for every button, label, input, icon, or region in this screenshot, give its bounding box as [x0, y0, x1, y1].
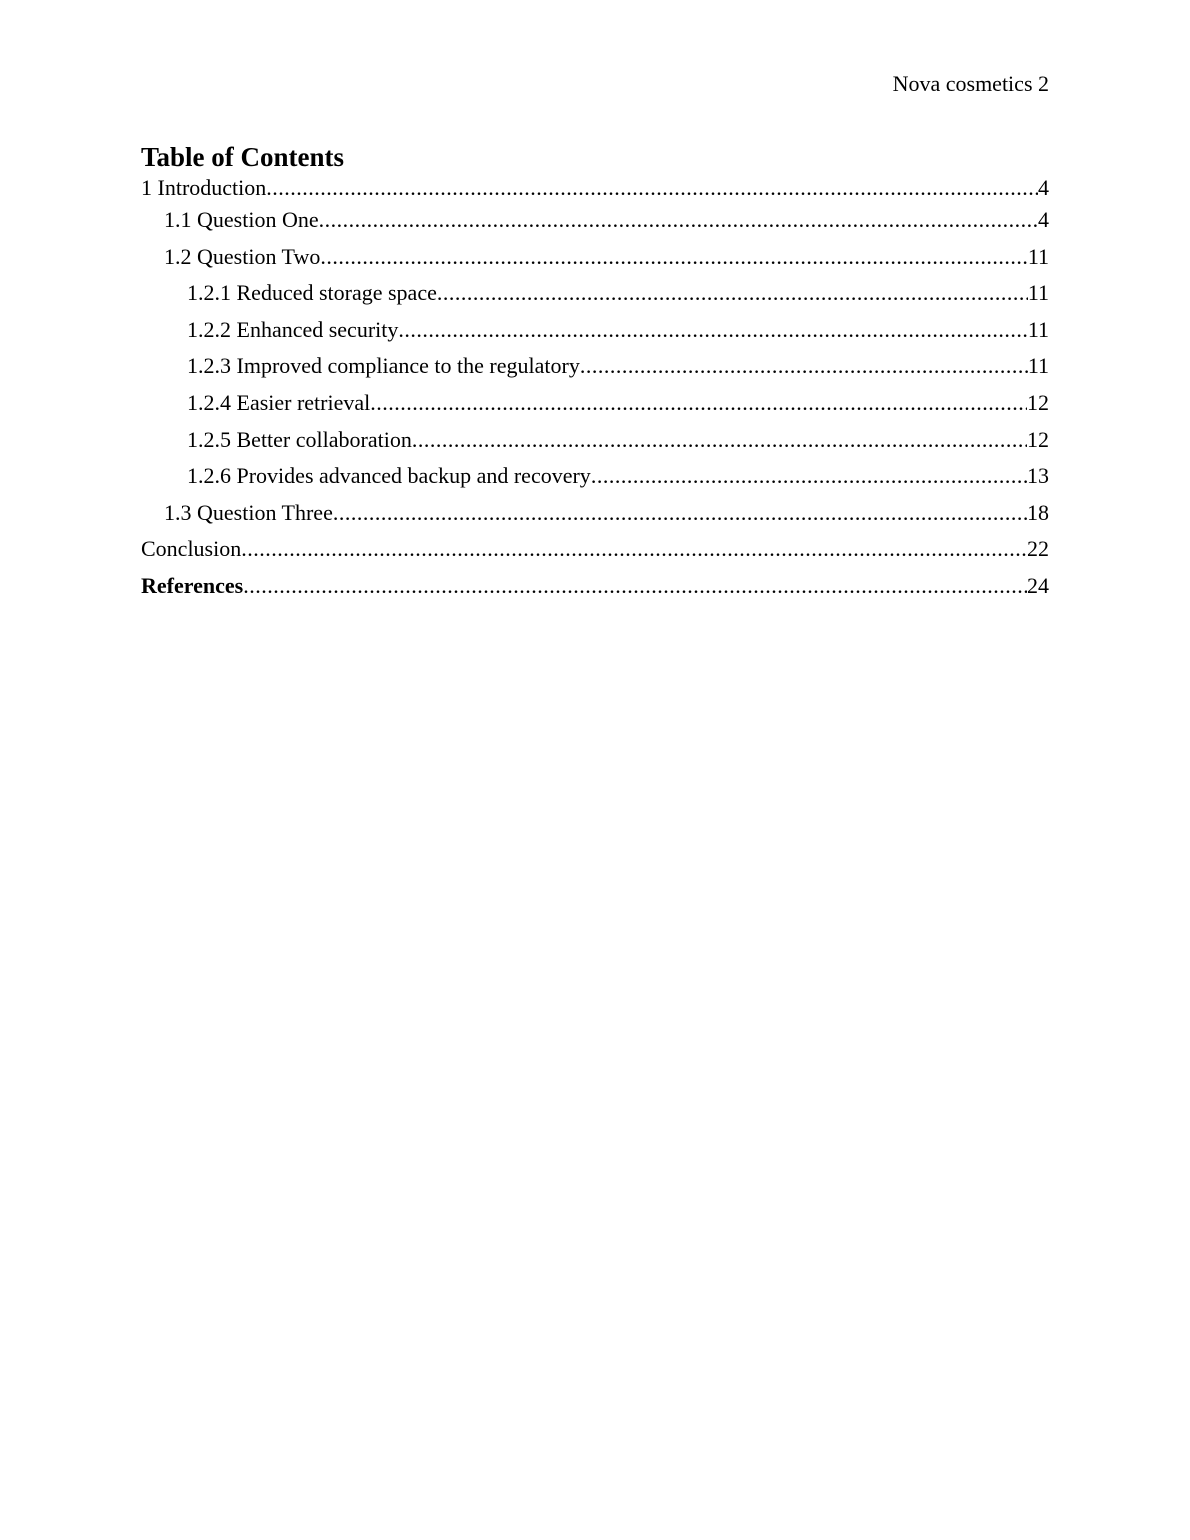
toc-entry-page-number: 12	[1027, 426, 1049, 452]
running-header: Nova cosmetics 2	[892, 71, 1049, 96]
toc-entry-label: 1.2.1 Reduced storage space	[187, 280, 437, 306]
toc-entry-page-number: 11	[1027, 243, 1049, 269]
toc-entry-label: 1 Introduction	[141, 175, 267, 200]
toc-entry-page-number: 11	[1027, 353, 1049, 379]
toc-entry-page-number: 11	[1027, 316, 1049, 342]
toc-entry-page-number: 13	[1027, 463, 1049, 489]
toc-entry-enhanced-security[interactable]	[141, 316, 1049, 353]
toc-entry-question-one[interactable]	[141, 206, 1049, 243]
toc-entry-conclusion[interactable]	[141, 535, 1049, 572]
toc-entry-easier-retrieval[interactable]	[141, 389, 1049, 426]
toc-entry-page-number: 11	[1027, 280, 1049, 306]
toc-entry-label: References	[141, 572, 244, 598]
toc-entry-backup-and-recovery[interactable]	[141, 462, 1049, 499]
toc-entry-label: 1.2.3 Improved compliance to the regulatory	[187, 353, 580, 379]
toc-dot-leader	[320, 243, 1027, 271]
toc-entry-improved-compliance[interactable]	[141, 352, 1049, 389]
toc-entry-page-number: 12	[1027, 389, 1049, 415]
toc-dot-leader	[437, 279, 1028, 307]
toc-dot-leader	[319, 206, 1038, 234]
toc-entry-label: 1.2.5 Better collaboration	[187, 426, 412, 452]
toc-entry-page-number: 22	[1027, 536, 1049, 562]
toc-entry-label: 1.1 Question One	[164, 207, 319, 232]
toc-dot-leader	[591, 462, 1027, 490]
toc-dot-leader	[333, 499, 1027, 527]
toc-entry-label: 1.2.2 Enhanced security	[187, 316, 399, 342]
toc-title: Table of Contents	[141, 142, 345, 172]
toc-entry-label: 1.2.6 Provides advanced backup and recovery	[187, 463, 591, 489]
table-of-contents	[141, 140, 1049, 609]
toc-entry-page-number: 24	[1027, 572, 1049, 598]
toc-entry-page-number: 18	[1027, 499, 1049, 525]
toc-entry-introduction[interactable]	[141, 174, 1049, 206]
toc-dot-leader	[580, 352, 1028, 380]
toc-dot-leader	[398, 316, 1027, 344]
toc-entry-question-three[interactable]	[141, 499, 1049, 536]
toc-entry-label: 1.2 Question Two	[164, 243, 321, 269]
toc-dot-leader	[412, 426, 1027, 454]
toc-entry-better-collaboration[interactable]	[141, 426, 1049, 463]
toc-entry-page-number: 4	[1038, 207, 1049, 232]
toc-entry-label: Conclusion	[141, 536, 242, 562]
toc-entry-reduced-storage-space[interactable]	[141, 279, 1049, 316]
toc-dot-leader	[370, 389, 1027, 417]
toc-entry-label: 1.3 Question Three	[164, 499, 333, 525]
toc-dot-leader	[266, 174, 1038, 202]
toc-entry-page-number: 4	[1038, 175, 1049, 200]
toc-entry-label: 1.2.4 Easier retrieval	[187, 389, 371, 415]
toc-entry-question-two[interactable]	[141, 243, 1049, 280]
toc-dot-leader	[243, 572, 1027, 600]
toc-entry-references[interactable]	[141, 572, 1049, 609]
toc-dot-leader	[241, 535, 1027, 563]
toc-list	[141, 174, 1049, 609]
